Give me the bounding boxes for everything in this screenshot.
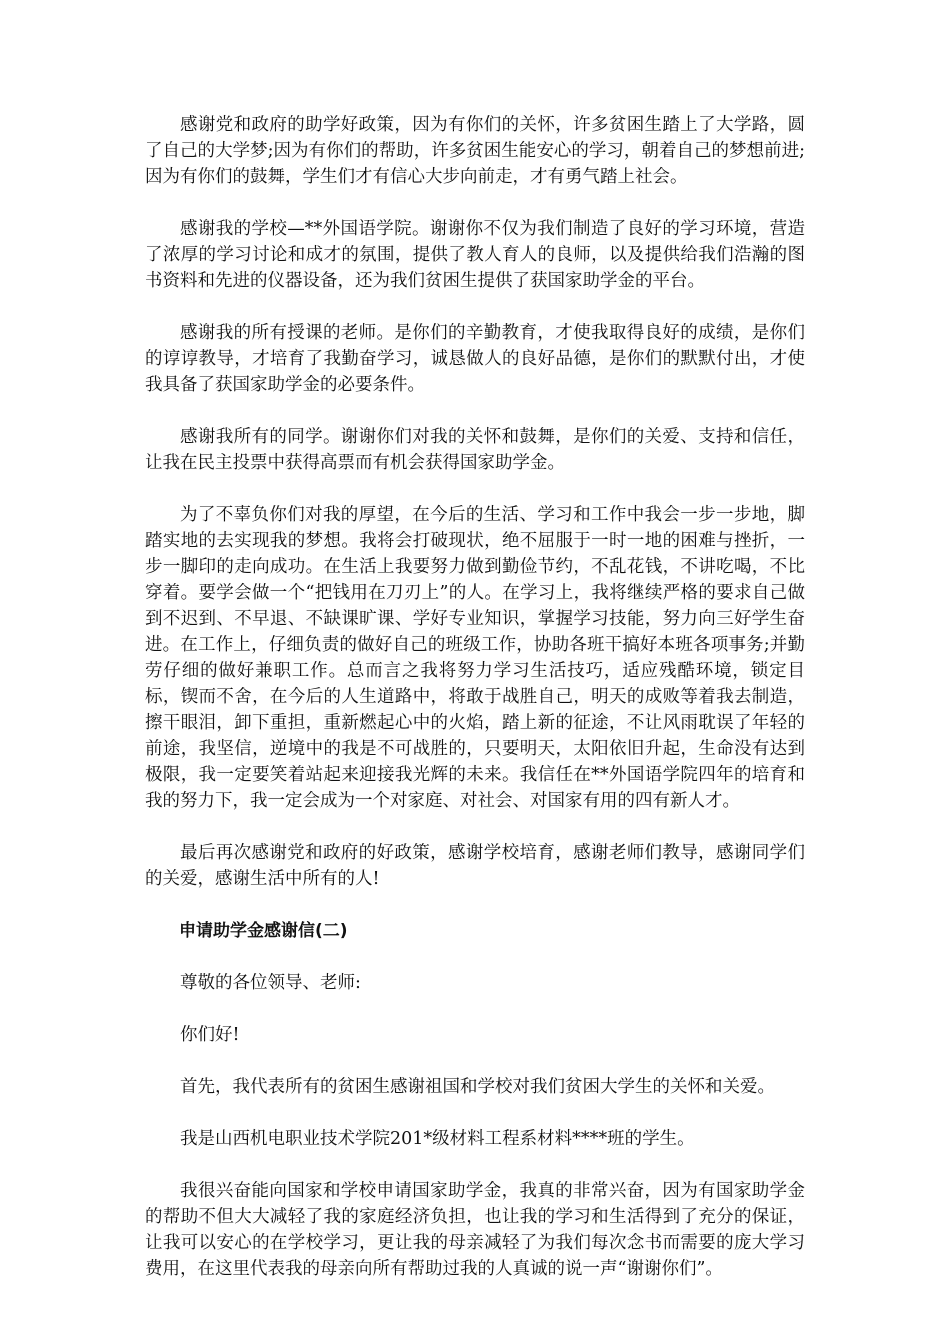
- paragraph-future-plans: 为了不辜负你们对我的厚望，在今后的生活、学习和工作中我会一步一步地，脚踏实地的去实现我的梦想。我将会打破现状，绝不屈服于一时一地的困难与挫折，一步一脚印的走向成功。在生活上我要努力做到勤俭节约，不乱花钱，不讲吃喝，不比穿着。要学会做一个“把钱用在刀刃上”的人。在学习上，我将继续严格的要求自己做到不迟到、不早退、不缺课旷课、学好专业知识，掌握学习技能，努力向三好学生奋进。在工作上，仔细负责的做好自己的班级工作，协助各班干搞好本班各项事务;并勤劳仔细的做好兼职工作。总而言之我将努力学习生活技巧，适应残酷环境，锁定目标，锲而不舍，在今后的人生道路中，将敢于战胜自己，明天的成败等着我去制造，擦干眼泪，卸下重担，重新燃起心中的火焰，踏上新的征途，不让风雨耽误了年轻的前途，我坚信，逆境中的我是不可战胜的，只要明天，太阳依旧升起，生命没有达到极限，我一定要笑着站起来迎接我光辉的未来。我信任在**外国语学院四年的培育和我的努力下，我一定会成为一个对家庭、对社会、对国家有用的四有新人才。: [145, 505, 805, 811]
- paragraph-thanks-classmates: 感谢我所有的同学。谢谢你们对我的关怀和鼓舞，是你们的关爱、支持和信任，让我在民主投票中获得高票而有机会获得国家助学金。: [145, 427, 805, 473]
- paragraph-salutation: 尊敬的各位领导、老师:: [180, 973, 361, 993]
- paragraph-thanks-teachers: 感谢我的所有授课的老师。是你们的辛勤教育，才使我取得良好的成绩，是你们的谆谆教导，才培育了我勤奋学习，诚恳做人的良好品德，是你们的默默付出，才使我具备了获国家助学金的必要条件。: [145, 323, 805, 395]
- paragraph-thanks-school: 感谢我的学校—**外国语学院。谢谢你不仅为我们制造了良好的学习环境，营造了浓厚的学习讨论和成才的氛围，提供了教人育人的良师，以及提供给我们浩瀚的图书资料和先进的仪器设备，还为我们贫困生提供了获国家助学金的平台。: [145, 219, 805, 291]
- paragraph-closing-thanks: 最后再次感谢党和政府的好政策，感谢学校培育，感谢老师们教导，感谢同学们的关爱，感谢生活中所有的人!: [145, 843, 805, 889]
- paragraph-thanks-party: 感谢党和政府的助学好政策，因为有你们的关怀，许多贫困生踏上了大学路，圆了自己的大学梦;因为有你们的帮助，许多贫困生能安心的学习，朝着自己的梦想前进;因为有你们的鼓舞，学生们才有信心大步向前走，才有勇气踏上社会。: [145, 115, 805, 187]
- document-page: [145, 112, 805, 1308]
- paragraph-first-thanks: 首先，我代表所有的贫困生感谢祖国和学校对我们贫困大学生的关怀和关爱。: [180, 1077, 775, 1097]
- paragraph-self-intro: 我是山西机电职业技术学院201*级材料工程系材料****班的学生。: [180, 1129, 695, 1149]
- section-heading: 申请助学金感谢信(二): [179, 921, 348, 941]
- paragraph-grant-gratitude: 我很兴奋能向国家和学校申请国家助学金，我真的非常兴奋，因为有国家助学金的帮助不但大大减轻了我的家庭经济负担，也让我的学习和生活得到了充分的保证，让我可以安心的在学校学习，更让我的母亲减轻了为我们每次念书而需要的庞大学习费用，在这里代表我的母亲向所有帮助过我的人真诚的说一声“谢谢你们”。: [145, 1181, 805, 1279]
- paragraph-greeting: 你们好!: [180, 1025, 240, 1045]
